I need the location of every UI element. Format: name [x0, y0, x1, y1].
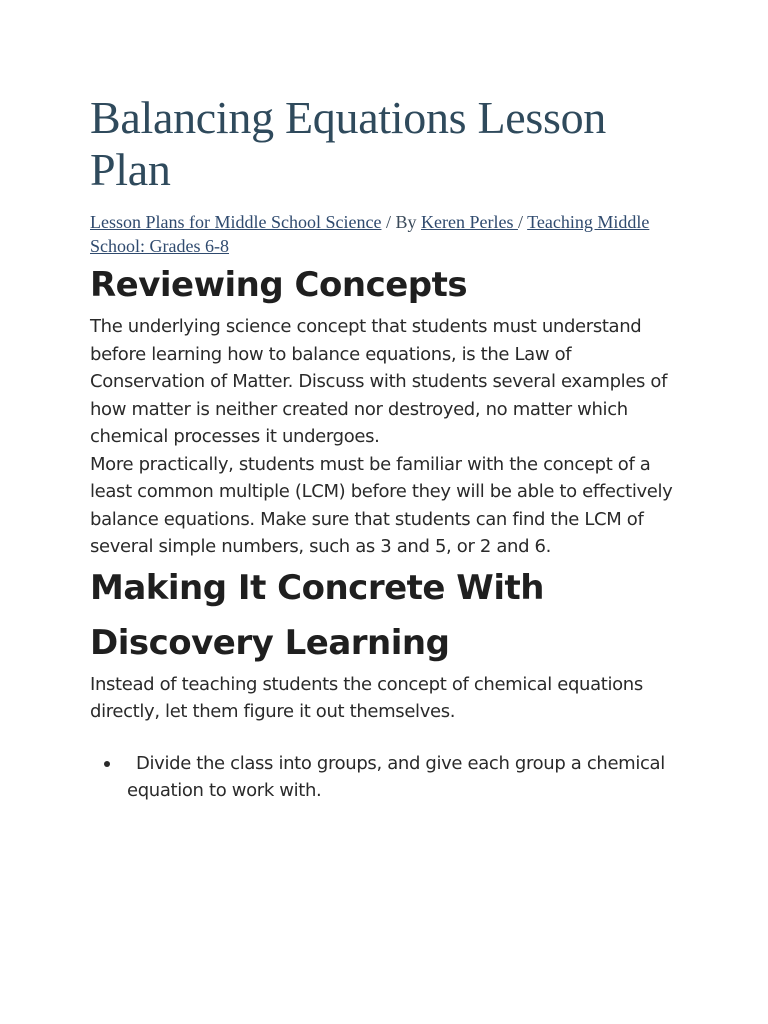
- document-title: Balancing Equations Lesson Plan: [90, 92, 606, 195]
- author-link[interactable]: Keren Perles: [420, 212, 518, 232]
- paragraph-law-of-conservation: The underlying science concept that students must understand before learning how to balance equations, is the Law of Conservation of Matter. Discuss with students several examples of how matter is neither created nor destroyed, no matter which chemical processes it undergoes.: [90, 316, 668, 447]
- category-link[interactable]: Lesson Plans for Middle School Science: [90, 212, 382, 232]
- paragraph-discovery-intro: Instead of teaching students the concept of chemical equations directly, let them figure it out themselves.: [90, 673, 643, 722]
- section-heading-reviewing-concepts: Reviewing Concepts: [90, 265, 468, 305]
- list-item-text: Divide the class into groups, and give each group a chemical equation to work with.: [127, 752, 665, 801]
- byline-separator-by: / By: [381, 212, 421, 232]
- bullet-dot-icon: [104, 761, 110, 767]
- paragraph-least-common-multiple: More practically, students must be familiar with the concept of a least common multiple (LCM) before they will be able to effectively balance equations. Make sure that students can find the LCM of several simple numbers, such as 3 and 5, or 2 and 6.: [90, 453, 673, 557]
- grade-level-link[interactable]: Teaching Middle School: Grades 6-8: [90, 212, 650, 256]
- section-heading-discovery-learning: Making It Concrete With Discovery Learning: [90, 567, 544, 663]
- list-item: [90, 750, 690, 805]
- document-page: [90, 92, 690, 805]
- bullet-list: [90, 750, 690, 805]
- byline: [90, 210, 690, 258]
- byline-separator-slash: /: [517, 212, 528, 232]
